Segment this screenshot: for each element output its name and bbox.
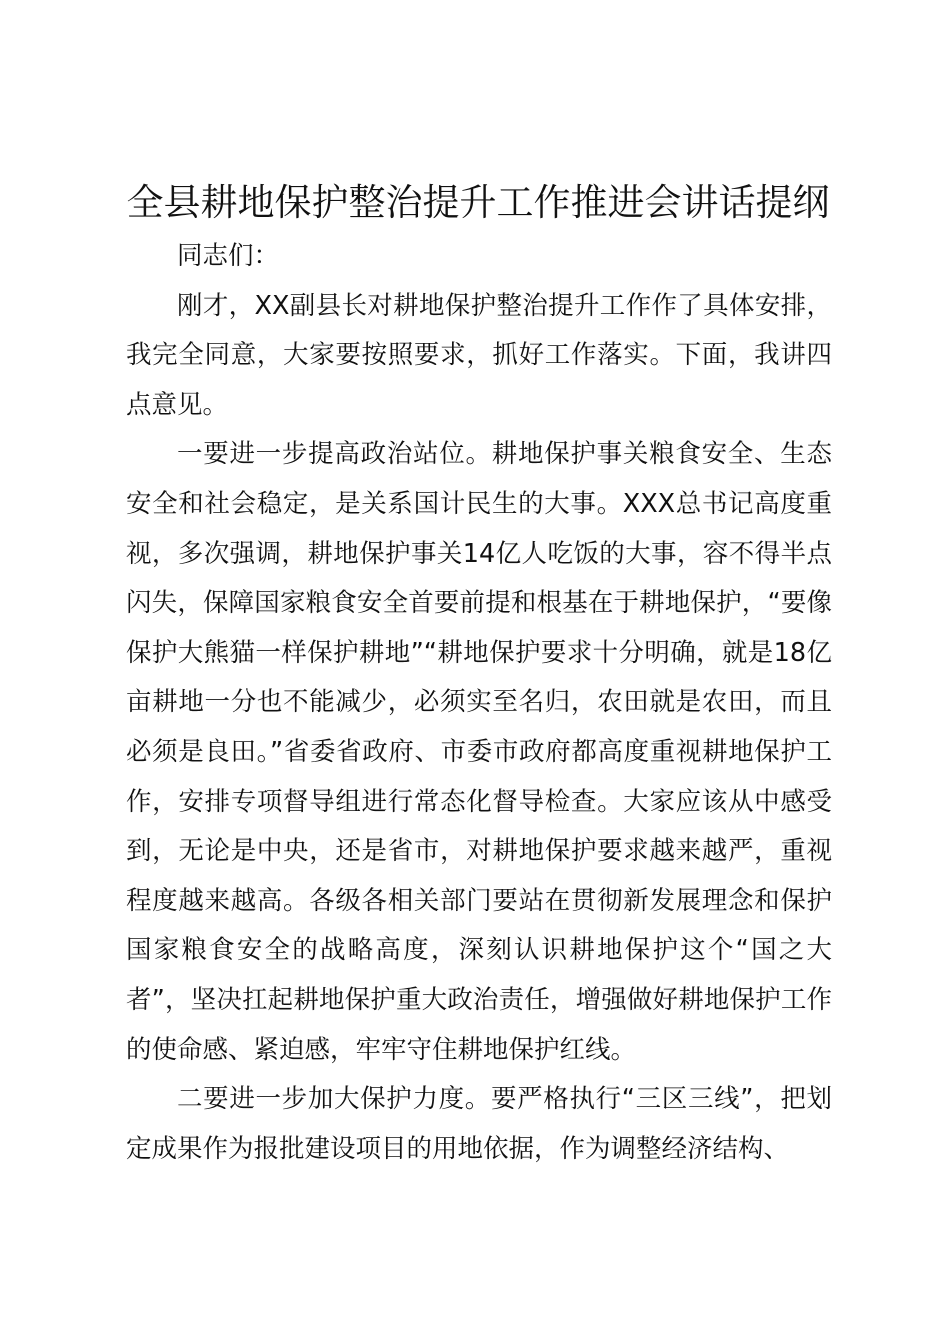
point-one-paragraph: 一要进一步提高政治站位。耕地保护事关粮食安全、生态安全和社会稳定，是关系国计民生的大事。XXX总书记高度重视，多次强调，耕地保护事关14亿人吃饭的大事，容不得半点闪失，保障国家粮食安全首要前提和根基在于耕地保护，“要像保护大熊猫一样保护耕地”“耕地保护要求十分明确，就是18亿亩耕地一分也不能减少，必须实至名归，农田就是农田，而且必须是良田。”省委省政府、市委市政府都高度重视耕地保护工作，安排专项督导组进行常态化督导检查。大家应该从中感受到，无论是中央，还是省市，对耕地保护要求越来越严，重视程度越来越高。各级各相关部门要站在贯彻新发展理念和保护国家粮食安全的战略高度，深刻认识耕地保护这个“国之大者”，坚决扛起耕地保护重大政治责任，增强做好耕地保护工作的使命感、紧迫感，牢牢守住耕地保护红线。 bbox=[126, 439, 832, 1065]
intro-paragraph: 刚才，XX副县长对耕地保护整治提升工作作了具体安排，我完全同意，大家要按照要求，抓好工作落实。下面，我讲四点意见。 bbox=[126, 290, 832, 420]
document-title: 全县耕地保护整治提升工作推进会讲话提纲 bbox=[126, 181, 830, 224]
point-two-paragraph: 二要进一步加大保护力度。要严格执行“三区三线”，把划定成果作为报批建设项目的用地依据，作为调整经济结构、 bbox=[126, 1084, 832, 1164]
document-body bbox=[126, 232, 832, 1174]
salutation-paragraph: 同志们： bbox=[177, 241, 280, 271]
